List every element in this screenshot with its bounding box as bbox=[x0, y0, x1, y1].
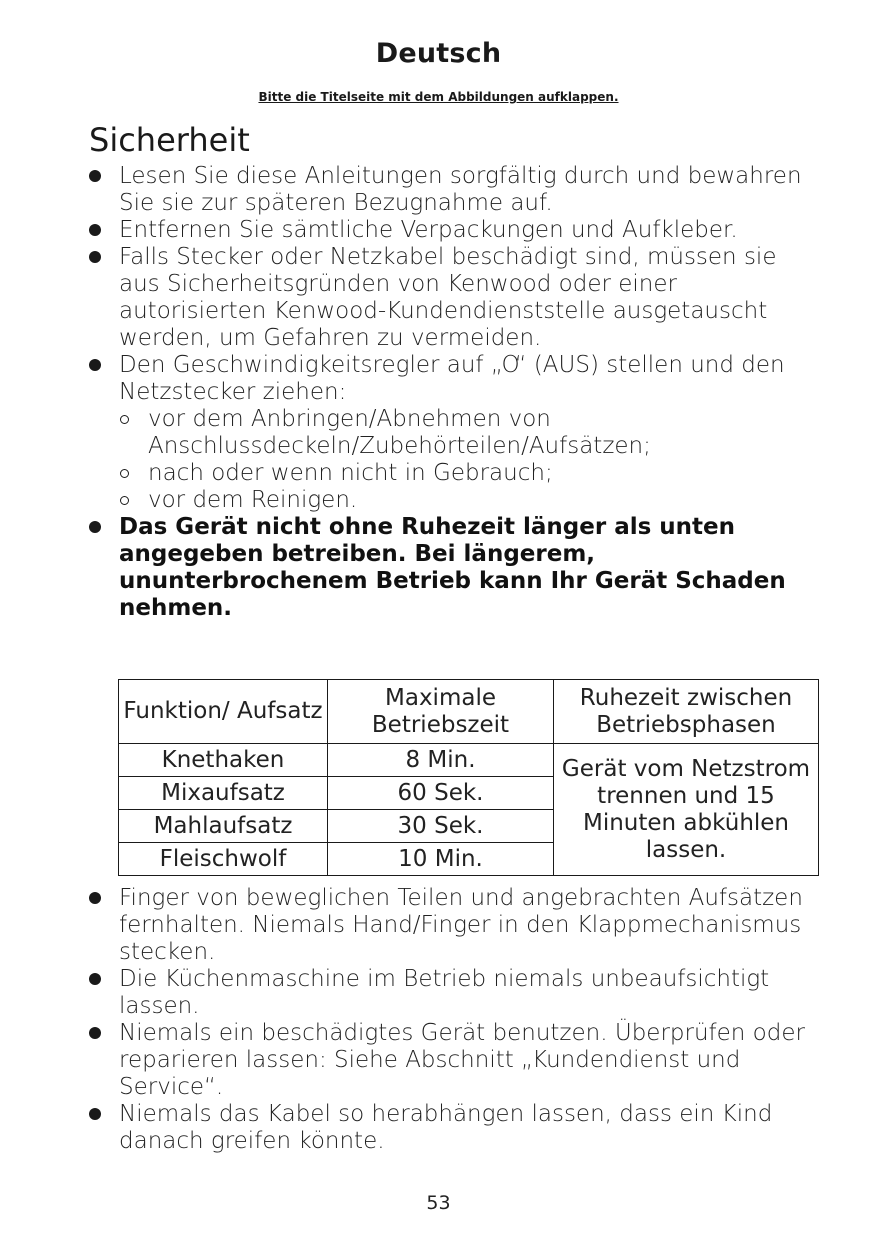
list-item bbox=[89, 217, 809, 244]
list-item-text: Falls Stecker oder Netzkabel beschädigt sind, müssen sie aus Sicherheitsgründen von Kenwood oder einer autorisierten Kenwood-Kundendienststelle ausgetauscht werden, um Gefahren zu vermeiden. bbox=[119, 244, 777, 351]
list-item-text: Niemals das Kabel so herabhängen lassen, dass ein Kind danach greifen könnte. bbox=[119, 1101, 773, 1154]
operating-time-table bbox=[118, 679, 819, 876]
table-header-row bbox=[119, 680, 819, 744]
circle-bullet-icon bbox=[120, 496, 129, 505]
list-item bbox=[89, 966, 809, 1020]
page-number: 53 bbox=[426, 1192, 451, 1214]
warning-text: Das Gerät nicht ohne Ruhezeit länger als unten angegeben betreiben. Bei längerem, ununterbrochenem Betrieb kann Ihr Gerät Schaden nehmen. bbox=[119, 514, 786, 621]
safety-list-bottom bbox=[89, 885, 809, 1155]
table-cell-function: Knethaken bbox=[119, 744, 328, 777]
bullet-icon bbox=[89, 1027, 101, 1039]
bullet-icon bbox=[89, 973, 101, 985]
table-cell-function: Mixaufsatz bbox=[119, 777, 328, 810]
sub-list-item bbox=[119, 460, 809, 487]
list-item bbox=[89, 885, 809, 966]
sub-list-item-text: vor dem Anbringen/Abnehmen von Anschlussdeckeln/Zubehörteilen/Aufsätzen; bbox=[148, 406, 651, 459]
list-item-text: Finger von beweglichen Teilen und angebrachten Aufsätzen fernhalten. Niemals Hand/Finger in den Klappmechanismus stecken. bbox=[119, 885, 803, 965]
sub-list-item bbox=[119, 406, 809, 460]
section-title: Sicherheit bbox=[89, 121, 250, 159]
bullet-icon bbox=[89, 1108, 101, 1120]
header-rest-time: Ruhezeit zwischen Betriebsphasen bbox=[554, 680, 819, 744]
circle-bullet-icon bbox=[120, 415, 129, 424]
sub-list-item bbox=[119, 487, 809, 514]
bullet-icon bbox=[89, 251, 101, 263]
table-cell-time: 60 Sek. bbox=[328, 777, 554, 810]
table-cell-time: 10 Min. bbox=[328, 843, 554, 876]
table-cell-time: 8 Min. bbox=[328, 744, 554, 777]
list-item bbox=[89, 163, 809, 217]
list-item-warning bbox=[89, 514, 809, 622]
page-title: Deutsch bbox=[375, 38, 502, 69]
sub-list-item-text: vor dem Reinigen. bbox=[148, 487, 358, 513]
bullet-icon bbox=[89, 224, 101, 236]
header-max-time: Maximale Betriebszeit bbox=[328, 680, 554, 744]
list-item bbox=[89, 1101, 809, 1155]
sub-list-item-text: nach oder wenn nicht in Gebrauch; bbox=[148, 460, 553, 486]
table-cell-function: Mahlaufsatz bbox=[119, 810, 328, 843]
bullet-icon bbox=[89, 892, 101, 904]
list-item-text: Den Geschwindigkeitsregler auf „O“ (AUS) stellen und den Netzstecker ziehen: bbox=[119, 352, 785, 405]
circle-bullet-icon bbox=[120, 469, 129, 478]
table-row bbox=[119, 744, 819, 777]
list-item-text: Niemals ein beschädigtes Gerät benutzen. Überprüfen oder reparieren lassen: Siehe Abschnitt „Kundendienst und Service“. bbox=[119, 1020, 805, 1100]
list-item-text: Die Küchenmaschine im Betrieb niemals unbeaufsichtigt lassen. bbox=[119, 966, 770, 1019]
list-item bbox=[89, 244, 809, 352]
safety-list-top bbox=[89, 163, 809, 622]
header-function: Funktion/ Aufsatz bbox=[119, 680, 328, 744]
table-cell-rest-note: Gerät vom Netzstrom trennen und 15 Minuten abkühlen lassen. bbox=[554, 744, 819, 876]
list-item-text: Entfernen Sie sämtliche Verpackungen und Aufkleber. bbox=[119, 217, 738, 243]
bullet-icon bbox=[89, 359, 101, 371]
list-item bbox=[89, 352, 809, 514]
table-cell-function: Fleischwolf bbox=[119, 843, 328, 876]
list-item-text: Lesen Sie diese Anleitungen sorgfältig durch und bewahren Sie sie zur späteren Bezugnahme auf. bbox=[119, 163, 802, 216]
bullet-icon bbox=[89, 521, 101, 533]
unplug-conditions-list bbox=[119, 406, 809, 514]
list-item bbox=[89, 1020, 809, 1101]
table-cell-time: 30 Sek. bbox=[328, 810, 554, 843]
fold-out-instruction: Bitte die Titelseite mit dem Abbildungen aufklappen. bbox=[258, 90, 619, 104]
bullet-icon bbox=[89, 170, 101, 182]
